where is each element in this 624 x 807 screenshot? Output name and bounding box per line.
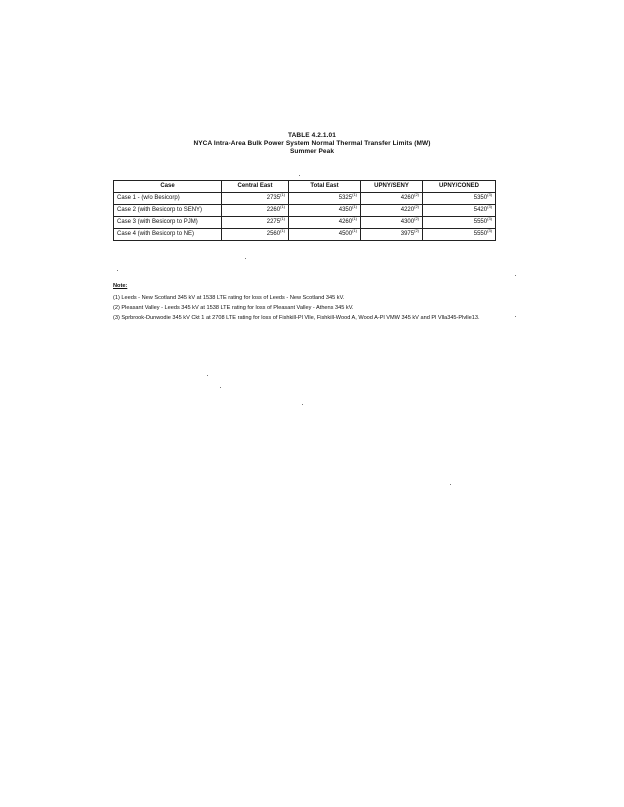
value-cell: 2260$^{(1)}$ xyxy=(222,205,289,217)
table-row xyxy=(114,205,496,217)
table-row xyxy=(114,193,496,205)
value-cell: 5350$^{(3)}$ xyxy=(423,193,496,205)
case-label: Case 2 (with Besicorp to SENY) xyxy=(114,205,222,217)
value-cell: 2560$^{(1)}$ xyxy=(222,229,289,241)
note-item: (1) Leeds - New Scotland 345 kV at 1538 LTE rating for loss of Leeds - New Scotland 345 kV. xyxy=(113,295,345,301)
value-cell: 3975$^{(2)}$ xyxy=(361,229,423,241)
header-total-east: Total East xyxy=(289,181,361,193)
case-label: Case 3 (with Besicorp to PJM) xyxy=(114,217,222,229)
value-cell: 5420$^{(3)}$ xyxy=(423,205,496,217)
value-cell: 4260$^{(2)}$ xyxy=(361,193,423,205)
scan-speck xyxy=(515,275,516,276)
notes-heading: Note: xyxy=(113,283,128,289)
value-cell: 4260$^{(1)}$ xyxy=(289,217,361,229)
header-central-east: Central East xyxy=(222,181,289,193)
scan-speck xyxy=(117,270,118,271)
header-upny-coned: UPNY/CONED xyxy=(423,181,496,193)
header-case: Case xyxy=(114,181,222,193)
case-label: Case 1 - (w/o Besicorp) xyxy=(114,193,222,205)
scan-speck xyxy=(515,316,516,317)
scan-speck xyxy=(207,375,208,376)
table-row xyxy=(114,229,496,241)
scan-speck xyxy=(220,387,221,388)
value-cell: 5550$^{(3)}$ xyxy=(423,217,496,229)
scan-speck xyxy=(450,484,451,485)
table-header-row xyxy=(114,181,496,193)
table-row xyxy=(114,217,496,229)
title-block xyxy=(0,132,624,156)
table-number: TABLE 4.2.1.01 xyxy=(288,132,336,139)
value-cell: 4300$^{(2)}$ xyxy=(361,217,423,229)
value-cell: 5325$^{(1)}$ xyxy=(289,193,361,205)
note-item: (2) Pleasant Valley - Leeds 345 kV at 1538 LTE rating for loss of Pleasant Valley - Athens 345 kV. xyxy=(113,305,354,311)
value-cell: 4350$^{(1)}$ xyxy=(289,205,361,217)
value-cell: 2275$^{(1)}$ xyxy=(222,217,289,229)
scan-speck xyxy=(299,175,300,176)
notes-section xyxy=(113,283,513,325)
note-item: (3) Sprbrook-Dunwodie 345 kV Ckt 1 at 2708 LTE rating for loss of Fishkill-Pl Vlle, Fishkill-Wood A, Wood A-Pl VMW 345 kV and Pl Vlla345-Plvlle13. xyxy=(113,315,480,321)
table-subtitle: Summer Peak xyxy=(289,148,335,155)
transfer-limits-table xyxy=(113,180,496,241)
scan-speck xyxy=(245,258,246,259)
value-cell: 4500$^{(1)}$ xyxy=(289,229,361,241)
value-cell: 2735$^{(1)}$ xyxy=(222,193,289,205)
value-cell: 4220$^{(2)}$ xyxy=(361,205,423,217)
value-cell: 5550$^{(3)}$ xyxy=(423,229,496,241)
scan-speck xyxy=(302,404,303,405)
case-label: Case 4 (with Besicorp to NE) xyxy=(114,229,222,241)
header-upny-seny: UPNY/SENY xyxy=(361,181,423,193)
table-title: NYCA Intra-Area Bulk Power System Normal Thermal Transfer Limits (MW) xyxy=(193,140,431,147)
